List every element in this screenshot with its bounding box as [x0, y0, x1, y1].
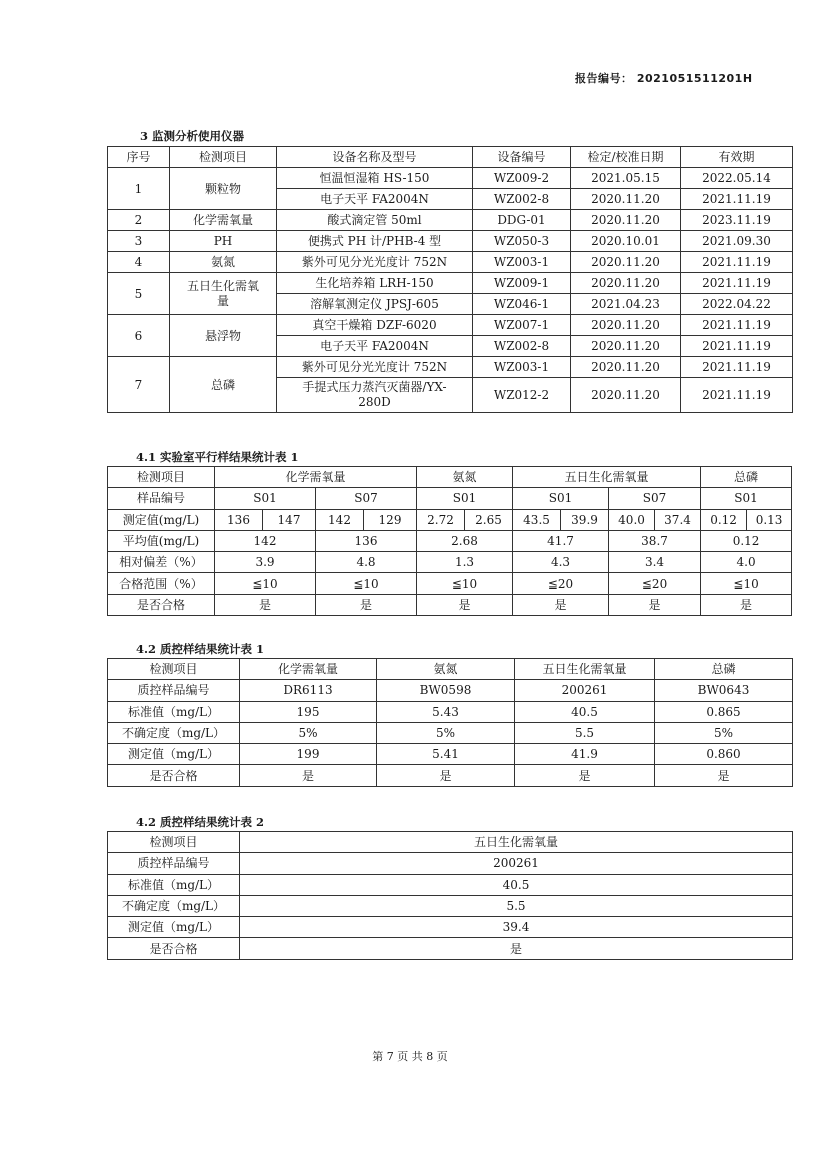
cal-date-cell: 2020.11.20	[571, 357, 681, 378]
cal-date-cell: 2020.11.20	[571, 252, 681, 273]
average-cell: 0.12	[701, 530, 792, 551]
value-cell: 5.5	[240, 895, 793, 916]
measured-cell: 0.12	[701, 509, 747, 530]
header-cell: 检测项目	[170, 147, 277, 168]
value-cell: 5.43	[377, 701, 515, 722]
table-row	[108, 231, 793, 252]
equipment-cell: 酸式滴定管 50ml	[277, 210, 473, 231]
header-cell: 设备编号	[473, 147, 571, 168]
equipment-cell: 恒温恒湿箱 HS-150	[277, 168, 473, 189]
seq-cell: 7	[108, 357, 170, 413]
header-cell: 设备名称及型号	[277, 147, 473, 168]
cal-date-cell: 2020.11.20	[571, 189, 681, 210]
instrument-table	[107, 146, 793, 413]
value-cell: 5%	[655, 722, 793, 743]
value-cell: 5.41	[377, 744, 515, 765]
sample-id-cell: S01	[417, 488, 513, 509]
measured-cell: 37.4	[655, 509, 701, 530]
code-cell: WZ050-3	[473, 231, 571, 252]
header-cell: 有效期	[681, 147, 793, 168]
cal-date-cell: 2020.11.20	[571, 378, 681, 413]
equipment-cell: 真空干燥箱 DZF-6020	[277, 315, 473, 336]
value-cell: 199	[240, 744, 377, 765]
code-cell: WZ002-8	[473, 336, 571, 357]
range-cell: ≦20	[609, 573, 701, 594]
value-cell: 是	[515, 765, 655, 786]
pass-cell: 是	[215, 594, 316, 615]
table-row	[108, 573, 792, 594]
row-label: 样品编号	[108, 488, 215, 509]
range-cell: ≦10	[316, 573, 417, 594]
item-cell: 五日生化需氧量	[170, 273, 277, 315]
header-cell: 序号	[108, 147, 170, 168]
table-row	[108, 315, 793, 336]
code-cell: DDG-01	[473, 210, 571, 231]
cal-date-cell: 2020.11.20	[571, 273, 681, 294]
code-cell: WZ003-1	[473, 357, 571, 378]
table-row	[108, 467, 792, 488]
report-number: 报告编号： 2021051511201H	[575, 72, 753, 85]
valid-cell: 2022.04.22	[681, 294, 793, 315]
value-cell: 0.860	[655, 744, 793, 765]
table-row	[108, 530, 792, 551]
average-cell: 136	[316, 530, 417, 551]
valid-cell: 2021.09.30	[681, 231, 793, 252]
pass-cell: 是	[316, 594, 417, 615]
seq-cell: 6	[108, 315, 170, 357]
table-row	[108, 252, 793, 273]
measured-cell: 40.0	[609, 509, 655, 530]
table-row	[108, 938, 793, 959]
value-cell: 5%	[240, 722, 377, 743]
item-cell: 总磷	[170, 357, 277, 413]
row-label: 是否合格	[108, 765, 240, 786]
pass-cell: 是	[609, 594, 701, 615]
table-row	[108, 273, 793, 294]
value-cell: 200261	[240, 853, 793, 874]
section-42-table1-title: 4.2 质控样结果统计表 1	[136, 642, 265, 656]
table-row	[108, 210, 793, 231]
table-row	[108, 701, 793, 722]
row-label: 相对偏差（%）	[108, 552, 215, 573]
row-label: 不确定度（mg/L）	[108, 722, 240, 743]
code-cell: WZ002-8	[473, 189, 571, 210]
value-cell: BW0598	[377, 680, 515, 701]
item-cell: PH	[170, 231, 277, 252]
qc-sample-table-2	[107, 831, 793, 960]
measured-cell: 147	[263, 509, 316, 530]
average-cell: 41.7	[513, 530, 609, 551]
sample-id-cell: S07	[316, 488, 417, 509]
section-41-title: 4.1 实验室平行样结果统计表 1	[136, 450, 299, 464]
sample-id-cell: S01	[215, 488, 316, 509]
value-cell: 0.865	[655, 701, 793, 722]
value-cell: 是	[240, 938, 793, 959]
row-label: 测定值(mg/L)	[108, 509, 215, 530]
table-row	[108, 168, 793, 189]
row-label: 平均值(mg/L)	[108, 530, 215, 551]
valid-cell: 2021.11.19	[681, 378, 793, 413]
valid-cell: 2021.11.19	[681, 315, 793, 336]
row-label: 标准值（mg/L）	[108, 874, 240, 895]
seq-cell: 2	[108, 210, 170, 231]
value-cell: 氨氮	[377, 659, 515, 680]
value-cell: 41.9	[515, 744, 655, 765]
cal-date-cell: 2020.11.20	[571, 210, 681, 231]
cal-date-cell: 2020.10.01	[571, 231, 681, 252]
table-row	[108, 765, 793, 786]
row-label: 检测项目	[108, 659, 240, 680]
deviation-cell: 3.4	[609, 552, 701, 573]
code-cell: WZ009-1	[473, 273, 571, 294]
code-cell: WZ007-1	[473, 315, 571, 336]
measured-cell: 43.5	[513, 509, 561, 530]
deviation-cell: 1.3	[417, 552, 513, 573]
table-row	[108, 722, 793, 743]
value-cell: 195	[240, 701, 377, 722]
equipment-cell: 手提式压力蒸汽灭菌器/YX-280D	[277, 378, 473, 413]
cal-date-cell: 2021.05.15	[571, 168, 681, 189]
parallel-sample-table	[107, 466, 792, 616]
item-header: 化学需氧量	[215, 467, 417, 488]
row-label: 检测项目	[108, 832, 240, 853]
valid-cell: 2021.11.19	[681, 252, 793, 273]
valid-cell: 2021.11.19	[681, 336, 793, 357]
range-cell: ≦20	[513, 573, 609, 594]
page-number: 第 7 页 共 8 页	[372, 1050, 448, 1063]
average-cell: 38.7	[609, 530, 701, 551]
section-42-table2-title: 4.2 质控样结果统计表 2	[136, 815, 265, 829]
valid-cell: 2021.11.19	[681, 189, 793, 210]
equipment-cell: 便携式 PH 计/PHB-4 型	[277, 231, 473, 252]
item-cell: 氨氮	[170, 252, 277, 273]
table-row	[108, 895, 793, 916]
value-cell: 5%	[377, 722, 515, 743]
value-cell: DR6113	[240, 680, 377, 701]
qc-sample-table-1	[107, 658, 793, 787]
value-cell: 40.5	[515, 701, 655, 722]
pass-cell: 是	[417, 594, 513, 615]
table-row	[108, 853, 793, 874]
row-label: 是否合格	[108, 938, 240, 959]
value-cell: 五日生化需氧量	[515, 659, 655, 680]
item-cell: 化学需氧量	[170, 210, 277, 231]
cal-date-cell: 2020.11.20	[571, 315, 681, 336]
value-cell: 五日生化需氧量	[240, 832, 793, 853]
row-label: 测定值（mg/L）	[108, 917, 240, 938]
measured-cell: 2.72	[417, 509, 465, 530]
code-cell: WZ012-2	[473, 378, 571, 413]
deviation-cell: 4.0	[701, 552, 792, 573]
seq-cell: 5	[108, 273, 170, 315]
table-row	[108, 659, 793, 680]
equipment-cell: 生化培养箱 LRH-150	[277, 273, 473, 294]
row-label: 不确定度（mg/L）	[108, 895, 240, 916]
table-row	[108, 594, 792, 615]
deviation-cell: 3.9	[215, 552, 316, 573]
deviation-cell: 4.3	[513, 552, 609, 573]
row-label: 质控样品编号	[108, 680, 240, 701]
valid-cell: 2021.11.19	[681, 357, 793, 378]
cal-date-cell: 2021.04.23	[571, 294, 681, 315]
seq-cell: 1	[108, 168, 170, 210]
value-cell: 200261	[515, 680, 655, 701]
pass-cell: 是	[513, 594, 609, 615]
sample-id-cell: S07	[609, 488, 701, 509]
valid-cell: 2021.11.19	[681, 273, 793, 294]
header-cell: 检定/校准日期	[571, 147, 681, 168]
code-cell: WZ009-2	[473, 168, 571, 189]
table-header-row	[108, 147, 793, 168]
row-label: 测定值（mg/L）	[108, 744, 240, 765]
row-label: 检测项目	[108, 467, 215, 488]
table-row	[108, 488, 792, 509]
value-cell: 39.4	[240, 917, 793, 938]
value-cell: 40.5	[240, 874, 793, 895]
table-row	[108, 874, 793, 895]
equipment-cell: 溶解氧测定仪 JPSJ-605	[277, 294, 473, 315]
value-cell: 是	[655, 765, 793, 786]
sample-id-cell: S01	[701, 488, 792, 509]
equipment-cell: 电子天平 FA2004N	[277, 189, 473, 210]
table-row	[108, 552, 792, 573]
measured-cell: 142	[316, 509, 364, 530]
table-row	[108, 509, 792, 530]
value-cell: 是	[377, 765, 515, 786]
item-header: 五日生化需氧量	[513, 467, 701, 488]
value-cell: 总磷	[655, 659, 793, 680]
table-row	[108, 357, 793, 378]
range-cell: ≦10	[215, 573, 316, 594]
section-3-title: 3 监测分析使用仪器	[140, 129, 245, 143]
row-label: 标准值（mg/L）	[108, 701, 240, 722]
value-cell: 是	[240, 765, 377, 786]
valid-cell: 2023.11.19	[681, 210, 793, 231]
table-row	[108, 832, 793, 853]
code-cell: WZ046-1	[473, 294, 571, 315]
measured-cell: 2.65	[465, 509, 513, 530]
measured-cell: 136	[215, 509, 263, 530]
average-cell: 142	[215, 530, 316, 551]
item-header: 氨氮	[417, 467, 513, 488]
value-cell: BW0643	[655, 680, 793, 701]
equipment-cell: 电子天平 FA2004N	[277, 336, 473, 357]
item-cell: 颗粒物	[170, 168, 277, 210]
cal-date-cell: 2020.11.20	[571, 336, 681, 357]
table-row	[108, 917, 793, 938]
deviation-cell: 4.8	[316, 552, 417, 573]
row-label: 是否合格	[108, 594, 215, 615]
item-cell: 悬浮物	[170, 315, 277, 357]
sample-id-cell: S01	[513, 488, 609, 509]
range-cell: ≦10	[417, 573, 513, 594]
average-cell: 2.68	[417, 530, 513, 551]
measured-cell: 129	[364, 509, 417, 530]
equipment-cell: 紫外可见分光光度计 752N	[277, 252, 473, 273]
seq-cell: 3	[108, 231, 170, 252]
table-row	[108, 680, 793, 701]
table-row	[108, 744, 793, 765]
measured-cell: 0.13	[747, 509, 792, 530]
code-cell: WZ003-1	[473, 252, 571, 273]
pass-cell: 是	[701, 594, 792, 615]
item-header: 总磷	[701, 467, 792, 488]
value-cell: 5.5	[515, 722, 655, 743]
row-label: 质控样品编号	[108, 853, 240, 874]
equipment-cell: 紫外可见分光光度计 752N	[277, 357, 473, 378]
range-cell: ≦10	[701, 573, 792, 594]
seq-cell: 4	[108, 252, 170, 273]
valid-cell: 2022.05.14	[681, 168, 793, 189]
measured-cell: 39.9	[561, 509, 609, 530]
row-label: 合格范围（%）	[108, 573, 215, 594]
value-cell: 化学需氧量	[240, 659, 377, 680]
